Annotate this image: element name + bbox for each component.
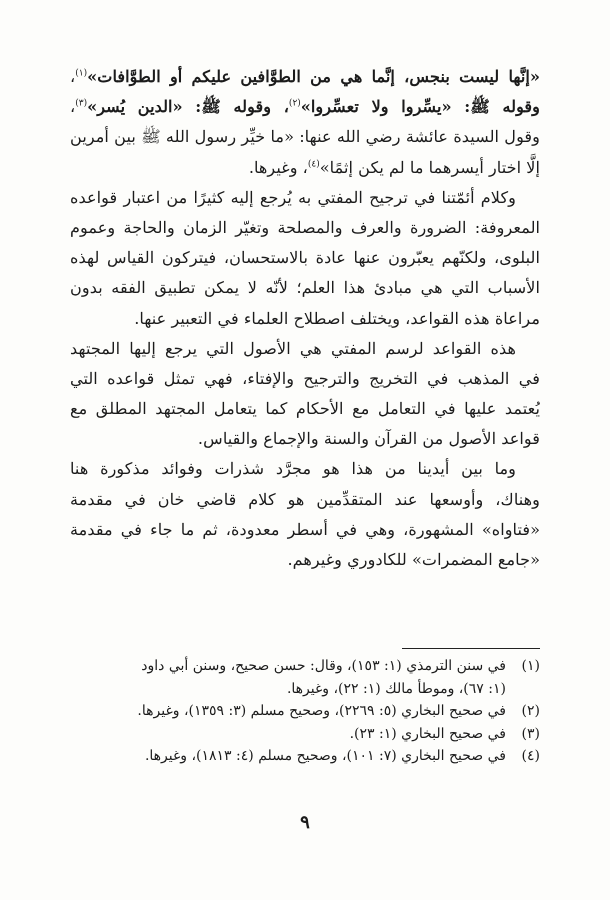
text-line-4 — [70, 153, 540, 183]
text-line-3: وقول السيدة عائشة رضي الله عنها: «ما خيِّر رسول الله ﷺ بين أمرين — [70, 127, 540, 147]
footnote-4-line-1: في صحيح البخاري (٧: ١٠١)، وصحيح مسلم (٤: ١٨١٣)، وغيرها. — [144, 748, 506, 765]
hadith-quote-2: وقوله ﷺ: «يسِّروا ولا تعسِّروا» — [300, 97, 540, 117]
footnote-4 — [70, 745, 540, 768]
footnote-number-2: (٢) — [521, 703, 540, 720]
text-line-9: مراعاة هذه القواعد، ويختلف اصطلاح العلماء في التعبير عنها. — [134, 308, 540, 328]
footnote-3-line-1: في صحيح البخاري (١: ٢٣). — [349, 725, 506, 742]
text-line-1 — [70, 62, 540, 92]
text-line-4-tail: ، وغيرها. — [248, 157, 308, 177]
footnote-number-4: (٤) — [521, 748, 540, 765]
footnote-2-line-1: في صحيح البخاري (٥: ٢٢٦٩)، وصحيح مسلم (٣: ١٣٥٩)، وغيرها. — [137, 703, 506, 720]
text-line-10: هذه القواعد لرسم المفتي هي الأصول التي يرجع إليها المجتهد — [70, 338, 516, 358]
text-line-11: في المذهب في التخريج والترجيح والإفتاء، فهي تمثل قواعده التي — [70, 368, 540, 388]
text-line-12: يُعتمد عليها في التعامل مع الأحكام كما يتعامل المجتهد المطلق مع — [70, 399, 540, 419]
text-line-2-tail: ، — [70, 97, 76, 117]
text-line-2 — [70, 92, 540, 122]
text-line-7: البلوى، ولكنّهم يعبّرون عنها عادة بالاستحسان، فيتركون القياس لهذه — [70, 248, 540, 268]
text-line-8: الأسباب التي هي مبادئ هذا العلم؛ لأنّه لا يمكن تطبيق الفقه بدون — [70, 278, 540, 298]
footnote-1-line-2: (١: ٦٧)، وموطأ مالك (١: ٢٢)، وغيرها. — [286, 680, 506, 697]
footnote-divider — [402, 648, 540, 649]
text-line-5: وكلام أئمّتنا في ترجيح المفتي به يُرجع إليه كثيرًا من اعتبار قواعده — [70, 187, 516, 207]
footnote-marker-1: (١) — [75, 68, 88, 79]
hadith-quote-3: ، وقوله ﷺ: «الدين يُسر» — [87, 97, 289, 117]
footnote-2 — [70, 700, 540, 723]
footnote-marker-2: (٢) — [288, 98, 301, 109]
text-line-1-tail: ، — [70, 67, 76, 86]
text-line-14: وما بين أيدينا من هذا هو مجرَّد شذرات وفوائد مذكورة هنا — [70, 459, 516, 479]
footnotes — [70, 655, 540, 768]
footnote-number-3: (٣) — [521, 725, 540, 742]
text-line-16: «فتاواه» المشهورة، وهي في أسطر معدودة، ثم ما جاء في مقدمة — [70, 519, 540, 539]
footnote-number-1: (١) — [521, 658, 540, 674]
main-text — [70, 62, 540, 575]
footnote-3 — [70, 723, 540, 746]
hadith-quote-1: «إنَّها ليست بنجس، إنَّما هي من الطوَّافين عليكم أو الطوَّافات» — [87, 67, 540, 86]
footnote-marker-3: (٣) — [75, 98, 88, 109]
text-line-15: وهناك، وأوسعها عند المتقدِّمين هو كلام قاضي خان في مقدمة — [70, 489, 540, 509]
footnote-1 — [70, 655, 540, 700]
text-line-4-body: إلَّا اختار أيسرهما ما لم يكن إثمًا» — [319, 157, 540, 177]
footnote-marker-4: (٤) — [307, 159, 320, 170]
page-number: ٩ — [300, 812, 310, 833]
text-line-17: «جامع المضمرات» للكادوري وغيرهم. — [287, 550, 540, 569]
text-line-6: المعروفة: الضرورة والعرف والمصلحة وتغيّر الزمان والحاجة وعموم — [70, 217, 540, 237]
footnote-1-line-1: في سنن الترمذي (١: ١٥٣)، وقال: حسن صحيح، وسنن أبي داود — [141, 658, 506, 674]
text-line-13: قواعد الأصول من القرآن والسنة والإجماع والقياس. — [197, 429, 540, 449]
